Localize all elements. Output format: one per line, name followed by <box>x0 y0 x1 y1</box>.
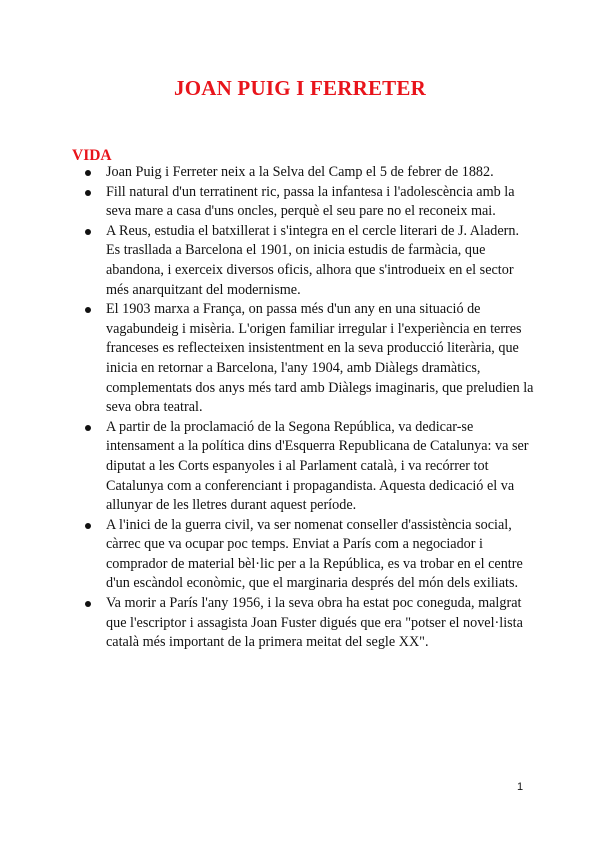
document-title: JOAN PUIG I FERRETER <box>174 76 426 100</box>
list-item <box>72 163 534 183</box>
list-item-text: Va morir a París l'any 1956, i la seva obra ha estat poc coneguda, malgrat que l'escriptor i assagista Joan Fuster digués que era "potser el novel·lista català més important de la primera meitat del segle XX". <box>106 595 523 651</box>
list-item-text: El 1903 marxa a França, on passa més d'un any en una situació de vagabundeig i misèria. L'origen familiar irregular i l'experiència en terres franceses es reflecteixen insistentment en la seva producció literària, que inicia en retornar a Barcelona, l'any 1904, amb Diàlegs dramàtics, complementats dos anys més tard amb Diàlegs imaginaris, que preludien la seva obra teatral. <box>106 301 534 416</box>
bullet-icon <box>85 425 91 431</box>
page-number: 1 <box>517 781 524 793</box>
bullet-icon <box>85 229 91 235</box>
biography-list <box>72 163 534 653</box>
list-item <box>72 516 534 594</box>
list-item <box>72 594 534 653</box>
list-item <box>72 300 534 418</box>
bullet-icon <box>85 307 91 313</box>
list-item <box>72 183 534 222</box>
section-heading-vida: VIDA <box>72 147 112 164</box>
list-item <box>72 222 534 300</box>
list-item-text: A l'inici de la guerra civil, va ser nomenat conseller d'assistència social, càrrec que va ocupar poc temps. Enviat a París com a negociador i comprador de material bèl·lic per a la República, es va trobar en el centre d'un escàndol econòmic, que el marginaria després del món dels exiliats. <box>106 516 523 592</box>
bullet-icon <box>85 170 91 176</box>
list-item-text: A partir de la proclamació de la Segona República, va dedicar-se intensament a la política dins d'Esquerra Republicana de Catalunya: va ser diputat a les Corts espanyoles i al Parlament català, i va recórrer tot Catalunya com a conferenciant i propagandista. Aquesta dedicació el va allunyar de les lletres durant aquest període. <box>106 418 529 514</box>
list-item <box>72 418 534 516</box>
list-item-text: Joan Puig i Ferreter neix a la Selva del Camp el 5 de febrer de 1882. <box>106 164 494 180</box>
list-item-text: Fill natural d'un terratinent ric, passa la infantesa i l'adolescència amb la seva mare a casa d'uns oncles, perquè el seu pare no el reconeix mai. <box>106 183 515 220</box>
list-item-text: A Reus, estudia el batxillerat i s'integra en el cercle literari de J. Aladern. Es trasllada a Barcelona el 1901, on inicia estudis de farmàcia, que abandona, i exerceix diversos oficis, alhora que s'introdueix en el sector més anarquitzant del modernisme. <box>106 222 520 298</box>
bullet-icon <box>85 190 91 196</box>
bullet-icon <box>85 601 91 607</box>
bullet-icon <box>85 523 91 529</box>
